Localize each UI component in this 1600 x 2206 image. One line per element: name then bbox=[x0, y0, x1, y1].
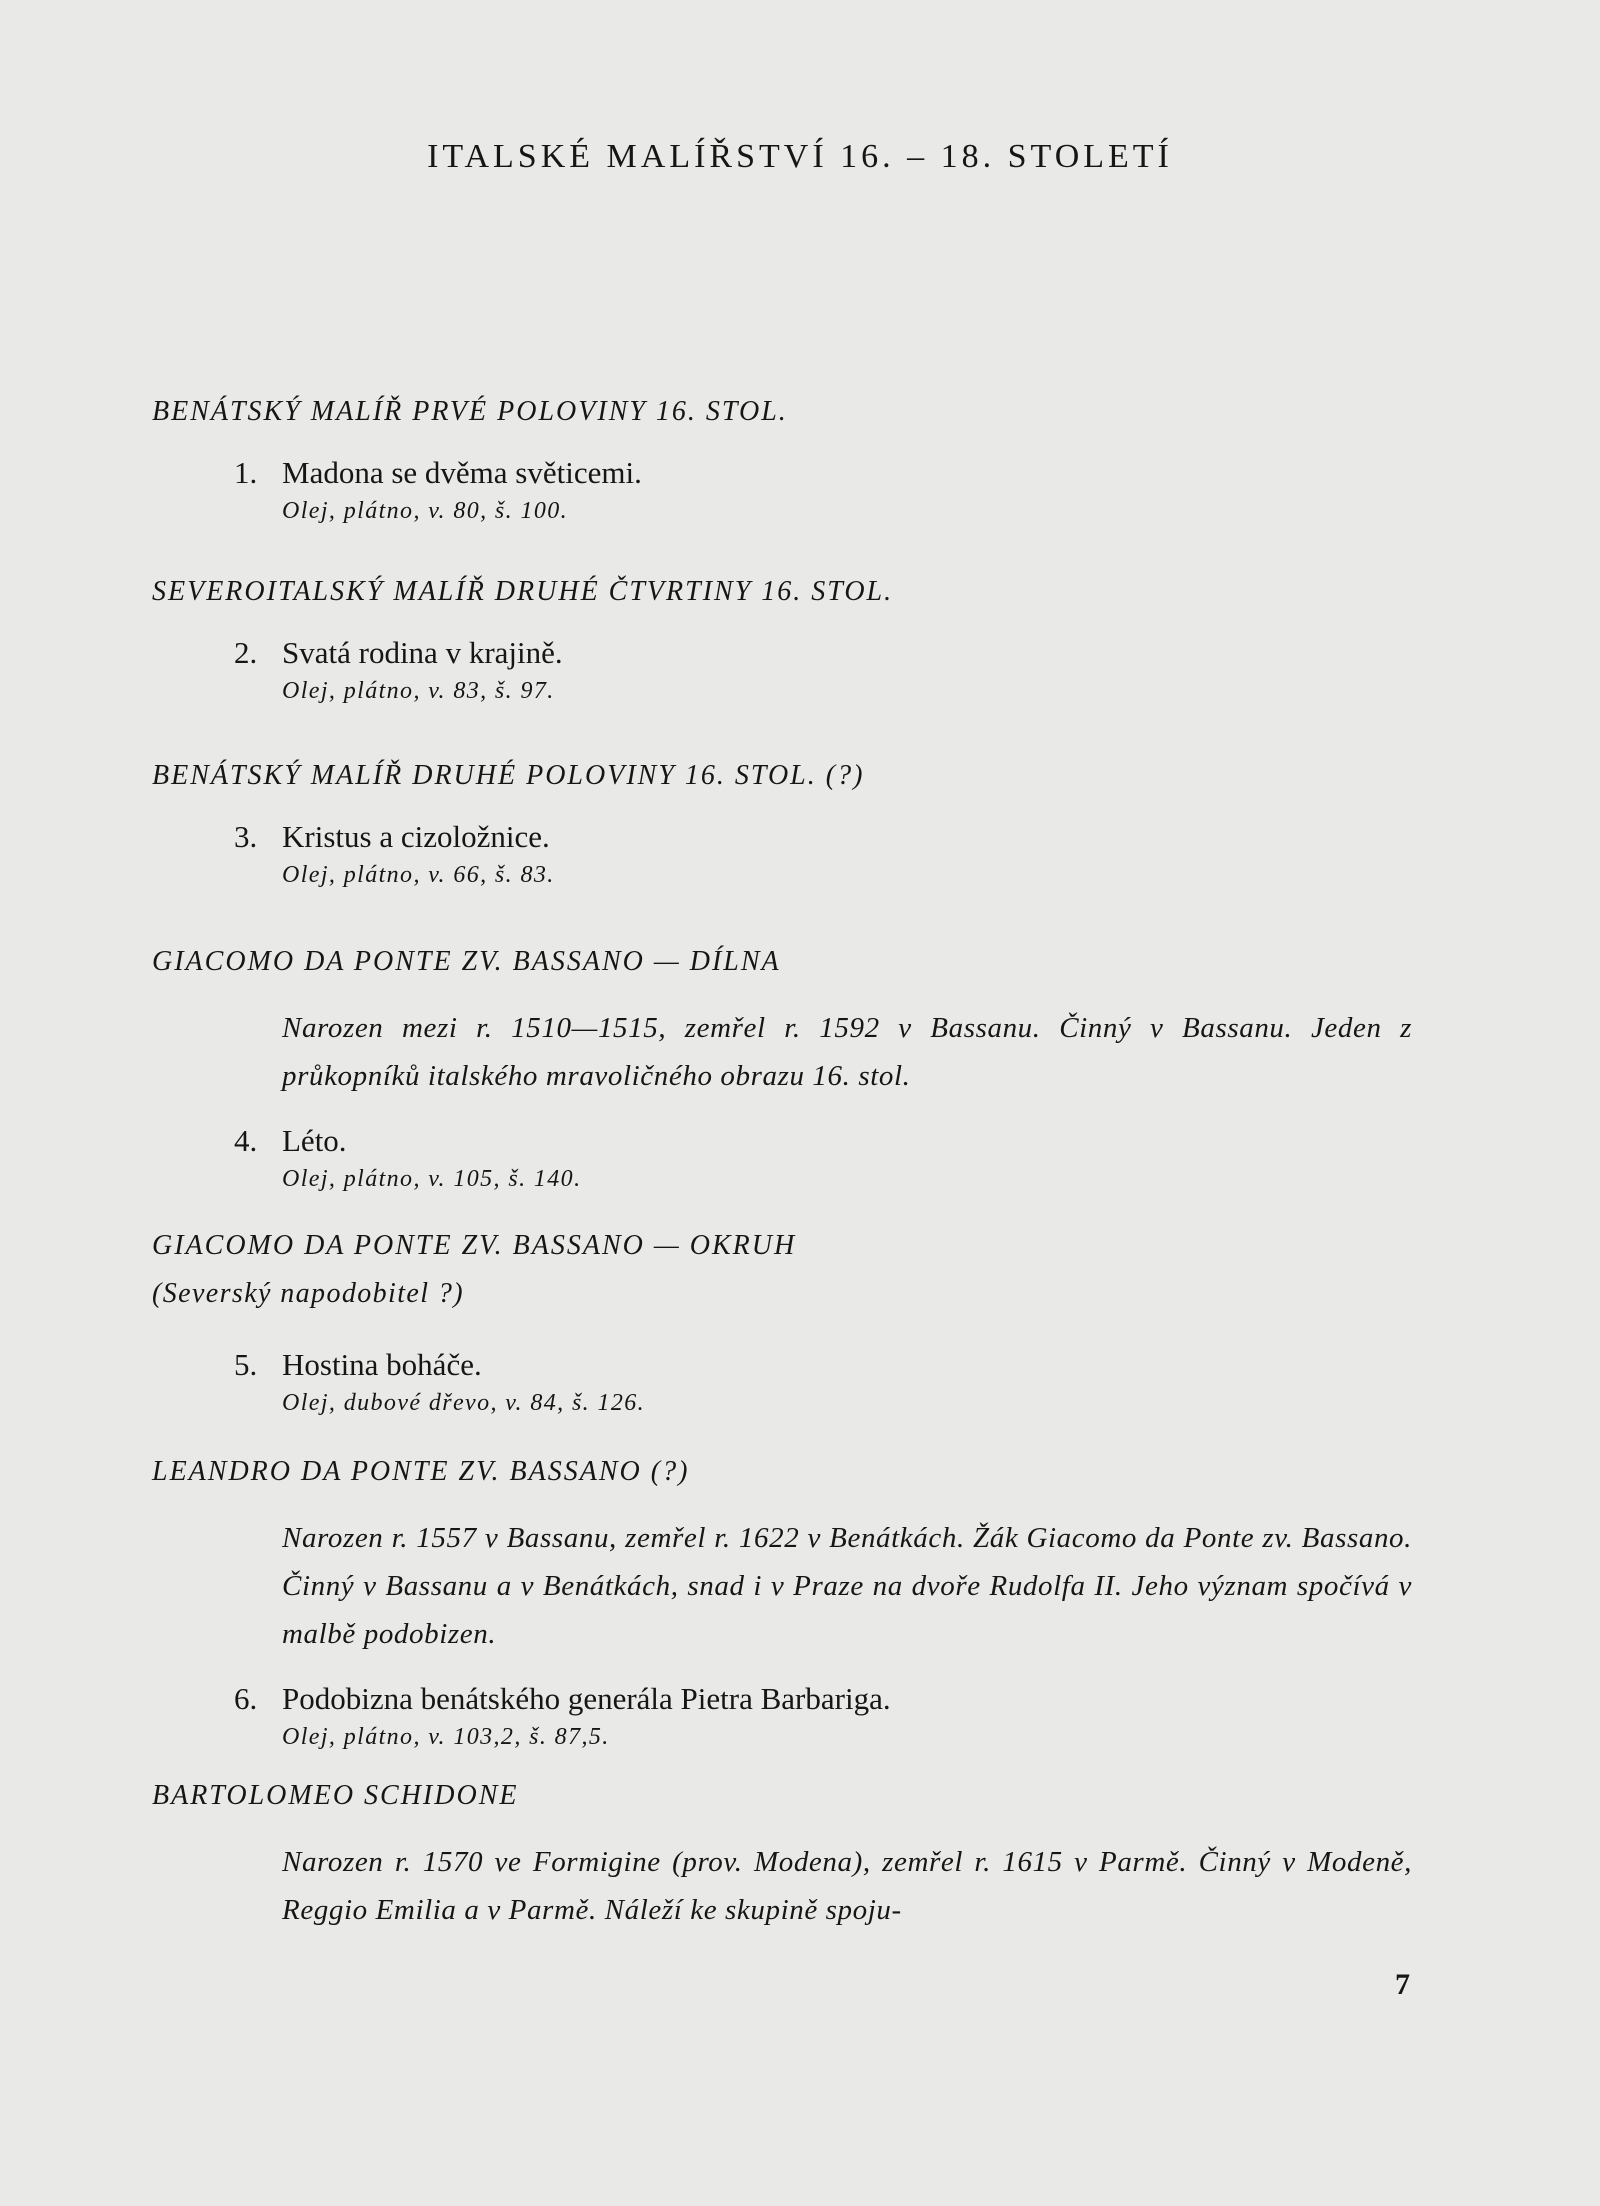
artist-biography: Narozen mezi r. 1510—1515, zemřel r. 1592 v Bassanu. Činný v Bassanu. Jeden z průkopníků italského mravoličného obrazu 16. stol. bbox=[282, 1012, 1412, 1092]
artwork-title-line bbox=[234, 452, 1412, 494]
artist-heading: BENÁTSKÝ MALÍŘ DRUHÉ POLOVINY 16. STOL. (?) bbox=[152, 760, 865, 791]
catalog-number: 1. bbox=[234, 455, 258, 490]
artwork-title: Podobizna benátského generála Pietra Barbariga. bbox=[282, 1681, 891, 1716]
catalog-entry bbox=[234, 1120, 1412, 1196]
artist-heading: GIACOMO DA PONTE ZV. BASSANO — DÍLNA bbox=[152, 946, 781, 977]
artwork-details: Olej, plátno, v. 66, š. 83. bbox=[282, 862, 555, 888]
catalog-number: 3. bbox=[234, 819, 258, 854]
page-number: 7 bbox=[1395, 1968, 1410, 2001]
catalog-number: 6. bbox=[234, 1681, 258, 1716]
artwork-details: Olej, plátno, v. 105, š. 140. bbox=[282, 1166, 582, 1192]
artwork-title-line bbox=[234, 816, 1412, 858]
catalog-entry bbox=[234, 1678, 1412, 1754]
catalog-section bbox=[152, 392, 1412, 528]
artist-heading: SEVEROITALSKÝ MALÍŘ DRUHÉ ČTVRTINY 16. STOL. bbox=[152, 576, 894, 607]
catalog-section bbox=[152, 1776, 1412, 1934]
artwork-details: Olej, plátno, v. 103,2, š. 87,5. bbox=[282, 1724, 610, 1750]
artwork-details: Olej, plátno, v. 80, š. 100. bbox=[282, 498, 569, 524]
catalog-number: 2. bbox=[234, 635, 258, 670]
catalog-entry bbox=[234, 1344, 1412, 1420]
artist-biography: Narozen r. 1557 v Bassanu, zemřel r. 1622 v Benátkách. Žák Giacomo da Ponte zv. Bassano. Činný v Bassanu a v Benátkách, snad i v Praze na dvoře Rudolfa II. Jeho význam spočívá v malbě podobizen. bbox=[282, 1522, 1412, 1650]
catalog-entry bbox=[234, 816, 1412, 892]
artwork-title: Madona se dvěma světicemi. bbox=[282, 455, 642, 490]
artist-heading: BENÁTSKÝ MALÍŘ PRVÉ POLOVINY 16. STOL. bbox=[152, 396, 788, 427]
catalog-number: 5. bbox=[234, 1347, 258, 1382]
catalog-number: 4. bbox=[234, 1123, 258, 1158]
artist-heading: GIACOMO DA PONTE ZV. BASSANO — OKRUH bbox=[152, 1230, 797, 1261]
catalog-section bbox=[152, 572, 1412, 708]
artwork-title-line bbox=[234, 632, 1412, 674]
artist-heading: LEANDRO DA PONTE ZV. BASSANO (?) bbox=[152, 1456, 690, 1487]
artwork-title: Kristus a cizoložnice. bbox=[282, 819, 550, 854]
artwork-title-line bbox=[234, 1678, 1412, 1720]
artist-heading: BARTOLOMEO SCHIDONE bbox=[152, 1780, 519, 1811]
artwork-details: Olej, plátno, v. 83, š. 97. bbox=[282, 678, 555, 704]
artist-biography: Narozen r. 1570 ve Formigine (prov. Modena), zemřel r. 1615 v Parmě. Činný v Modeně, Reggio Emilia a v Parmě. Náleží ke skupině spoju- bbox=[282, 1846, 1412, 1926]
page-title: ITALSKÉ MALÍŘSTVÍ 16. – 18. STOLETÍ bbox=[427, 138, 1173, 175]
artist-attribution-note: (Severský napodobitel ?) bbox=[152, 1278, 464, 1309]
catalog-entry bbox=[234, 632, 1412, 708]
artwork-title: Svatá rodina v krajině. bbox=[282, 635, 563, 670]
catalog-section bbox=[152, 756, 1412, 892]
artwork-title: Hostina boháče. bbox=[282, 1347, 482, 1382]
catalog-section bbox=[152, 942, 1412, 1196]
artwork-title-line bbox=[234, 1344, 1412, 1386]
artwork-title: Léto. bbox=[282, 1123, 347, 1158]
catalog-entry bbox=[234, 452, 1412, 528]
artwork-title-line bbox=[234, 1120, 1412, 1162]
catalog-section bbox=[152, 1452, 1412, 1754]
artwork-details: Olej, dubové dřevo, v. 84, š. 126. bbox=[282, 1390, 646, 1416]
catalog-section bbox=[152, 1226, 1412, 1420]
